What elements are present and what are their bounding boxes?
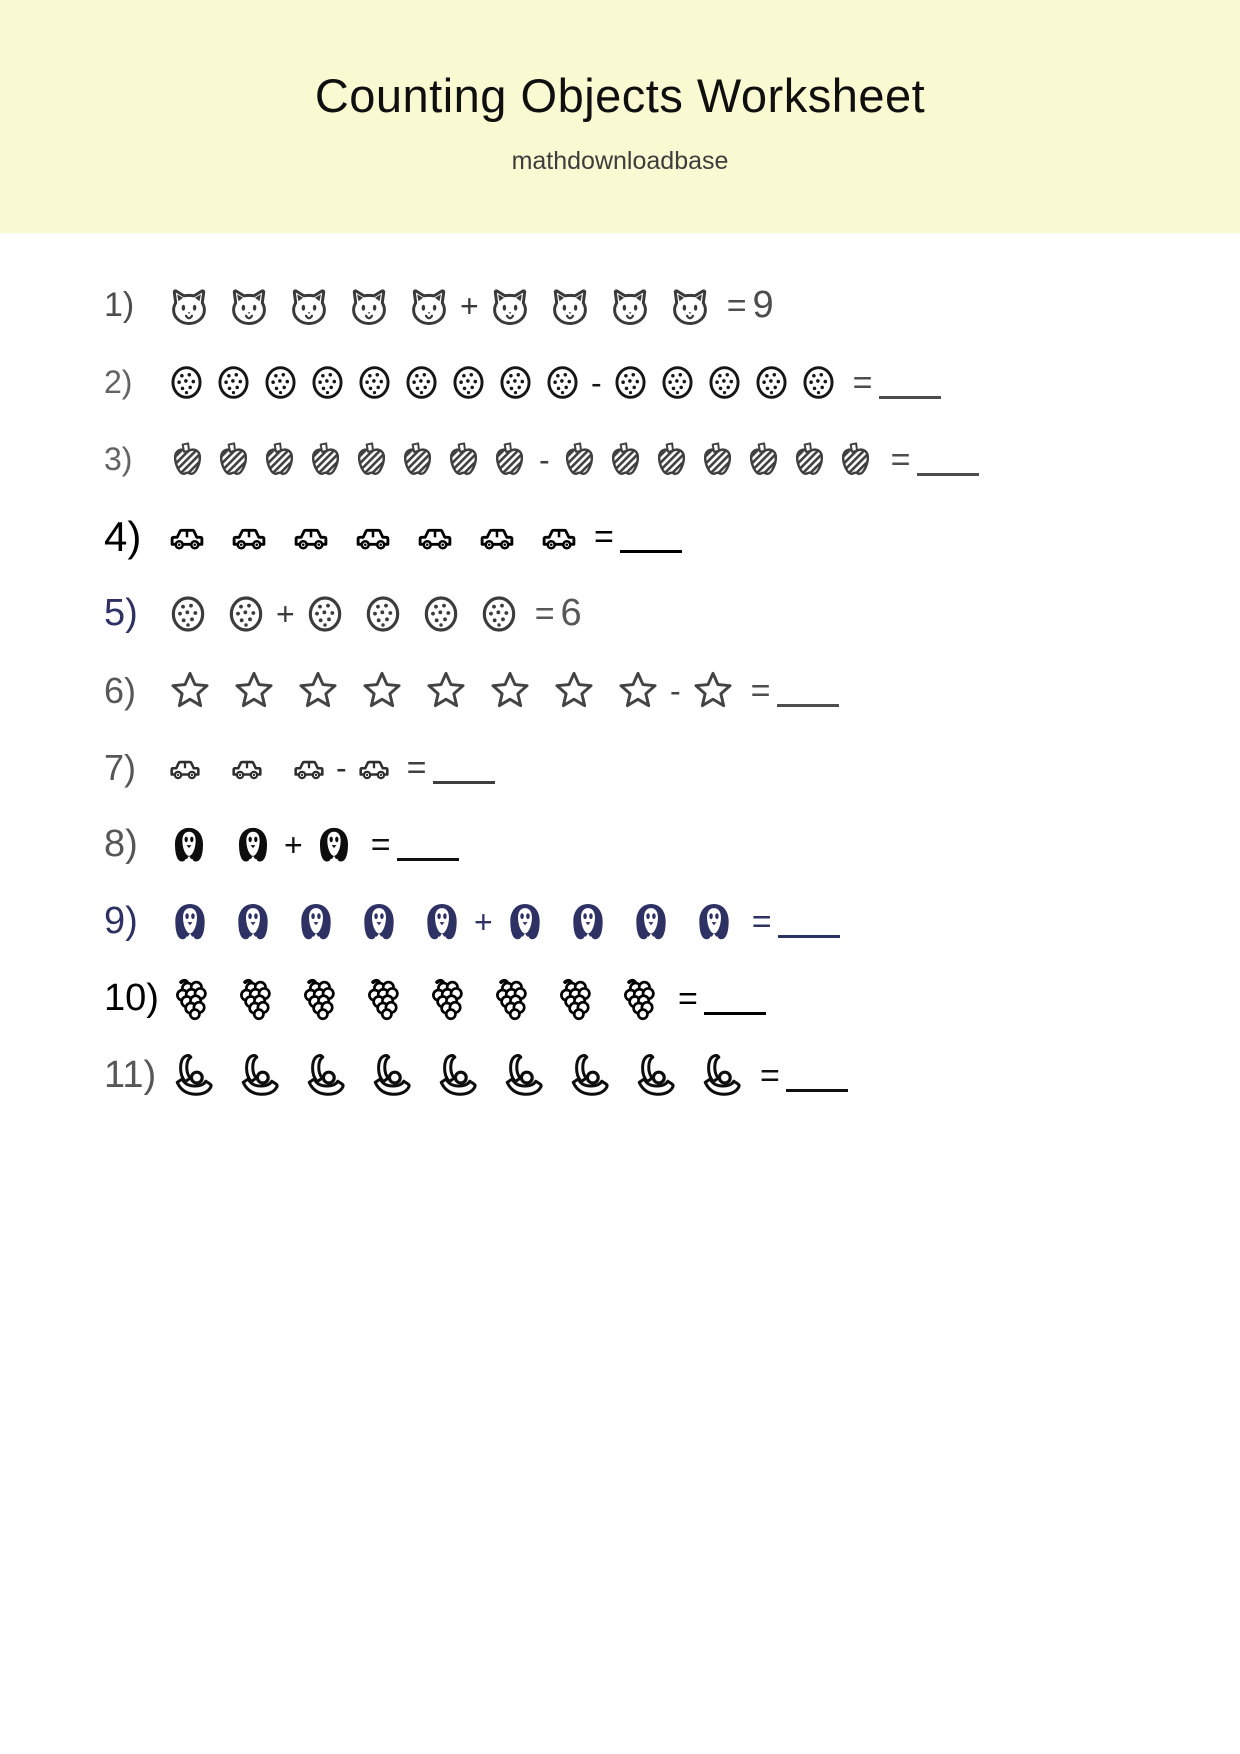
icon-group [168,1052,744,1100]
equals-sign: = [750,671,771,710]
apple-icon [652,440,691,479]
equals-sign: = [406,748,427,787]
cookie-icon [659,364,696,401]
cookie-icon [309,364,346,401]
minus-operator: - [670,672,681,709]
dog-icon [357,900,401,944]
icon-group [357,751,391,785]
cookie-icon [262,364,299,401]
cookie-icon [497,364,534,401]
icon-group [168,976,662,1022]
dog-icon [168,900,212,944]
dog-icon [503,900,547,944]
apple-icon [560,440,599,479]
star-icon [616,669,660,713]
icon-group [168,518,578,556]
banana-icon [564,1052,612,1100]
dog-icon [692,900,736,944]
equals-sign: = [534,594,555,633]
cookie-icon [479,594,519,634]
problem-number: 6) [104,669,137,711]
problem-number: 10) [104,977,159,1019]
answer-value: 6 [560,592,582,634]
banana-icon [630,1052,678,1100]
grapes-icon [488,976,534,1022]
cookie-icon [706,364,743,401]
apple-icon [606,440,645,479]
icon-group [560,440,875,479]
banana-icon [366,1052,414,1100]
cookie-icon [421,594,461,634]
star-icon [691,669,735,713]
cat-icon [168,285,210,327]
dog-icon [629,900,673,944]
car-icon [230,751,264,785]
apple-icon [168,440,207,479]
icon-group [168,594,266,634]
apple-icon [214,440,253,479]
answer-blank-line [620,550,682,553]
cat-icon [549,285,591,327]
plus-operator: + [474,903,493,940]
dog-icon [294,900,338,944]
car-icon [357,751,391,785]
icon-group [168,285,450,327]
problem-number: 4) [104,512,142,560]
page-title: Counting Objects Worksheet [314,69,926,122]
page-subtitle: mathdownloadbase [511,147,729,175]
star-icon [552,669,596,713]
equals-sign: = [594,517,614,556]
car-icon [168,751,202,785]
icon-group [168,824,274,866]
problem-row [104,421,1240,498]
cookie-icon [753,364,790,401]
dog-icon [231,900,275,944]
equals-sign: = [751,902,772,941]
grapes-icon [232,976,278,1022]
equals-sign: = [760,1056,780,1095]
car-icon [478,518,516,556]
cookie-icon [305,594,345,634]
cookie-icon [612,364,649,401]
cookie-icon [403,364,440,401]
cat-icon [348,285,390,327]
cookie-icon [226,594,266,634]
minus-operator: - [591,364,602,401]
apple-icon [836,440,875,479]
worksheet-header [0,0,1240,233]
problems-list [0,233,1240,1114]
equals-sign: = [890,440,911,479]
answer-blank-line [397,858,459,861]
star-icon [168,669,212,713]
answer-blank-line [778,935,840,938]
icon-group [489,285,711,327]
cookie-icon [215,364,252,401]
plus-operator: + [460,287,479,324]
answer-blank-line [704,1012,766,1015]
grapes-icon [360,976,406,1022]
icon-group [313,824,355,866]
banana-icon [432,1052,480,1100]
car-icon [292,751,326,785]
icon-group [168,364,581,401]
cookie-icon [450,364,487,401]
problem-number: 11) [104,1054,157,1096]
problem-row [104,806,1240,883]
apple-icon [744,440,783,479]
minus-operator: - [539,441,550,478]
apple-icon [790,440,829,479]
cat-icon [408,285,450,327]
icon-group [305,594,519,634]
answer-blank-line [879,396,941,399]
grapes-icon [296,976,342,1022]
car-icon [230,518,268,556]
cookie-icon [168,364,205,401]
banana-icon [300,1052,348,1100]
problem-number: 7) [104,746,137,788]
car-icon [540,518,578,556]
minus-operator: - [336,749,347,786]
problem-row [104,267,1240,344]
apple-icon [490,440,529,479]
cookie-icon [363,594,403,634]
banana-icon [234,1052,282,1100]
banana-icon [696,1052,744,1100]
icon-group [168,751,326,785]
cookie-icon [544,364,581,401]
problem-row [104,883,1240,960]
apple-icon [260,440,299,479]
car-icon [168,518,206,556]
star-icon [232,669,276,713]
cat-icon [609,285,651,327]
cat-icon [489,285,531,327]
problem-row [104,575,1240,652]
cookie-icon [356,364,393,401]
grapes-icon [424,976,470,1022]
cookie-icon [168,594,208,634]
star-icon [424,669,468,713]
problem-row [104,498,1240,575]
apple-icon [698,440,737,479]
problem-number: 5) [104,592,138,634]
problem-row [104,652,1240,729]
plus-operator: + [284,826,303,863]
star-icon [488,669,532,713]
car-icon [416,518,454,556]
banana-icon [168,1052,216,1100]
answer-blank-line [777,704,839,707]
icon-group [168,669,660,713]
dog-icon [420,900,464,944]
icon-group [691,669,735,713]
cookie-icon [800,364,837,401]
icon-group [168,440,529,479]
dog-icon [232,824,274,866]
plus-operator: + [276,595,295,632]
car-icon [354,518,392,556]
answer-value: 9 [752,284,774,326]
grapes-icon [552,976,598,1022]
problem-row [104,1037,1240,1114]
dog-icon [313,824,355,866]
icon-group [612,364,837,401]
problem-row [104,344,1240,421]
cat-icon [669,285,711,327]
answer-blank-line [917,473,979,476]
grapes-icon [616,976,662,1022]
dog-icon [168,824,210,866]
answer-blank-line [433,781,495,784]
problem-number: 1) [104,286,135,324]
dog-icon [566,900,610,944]
star-icon [296,669,340,713]
apple-icon [306,440,345,479]
problem-number: 2) [104,364,133,400]
equals-sign: = [370,825,391,864]
car-icon [292,518,330,556]
problem-row [104,960,1240,1037]
cat-icon [288,285,330,327]
icon-group [168,900,464,944]
icon-group [503,900,736,944]
apple-icon [398,440,437,479]
apple-icon [444,440,483,479]
equals-sign: = [678,979,698,1018]
problem-number: 9) [104,900,138,942]
cat-icon [228,285,270,327]
equals-sign: = [852,363,873,402]
problem-number: 3) [104,441,133,477]
grapes-icon [168,976,214,1022]
answer-blank-line [786,1089,848,1092]
equals-sign: = [726,286,747,325]
apple-icon [352,440,391,479]
problem-number: 8) [104,823,138,865]
banana-icon [498,1052,546,1100]
problem-row [104,729,1240,806]
star-icon [360,669,404,713]
